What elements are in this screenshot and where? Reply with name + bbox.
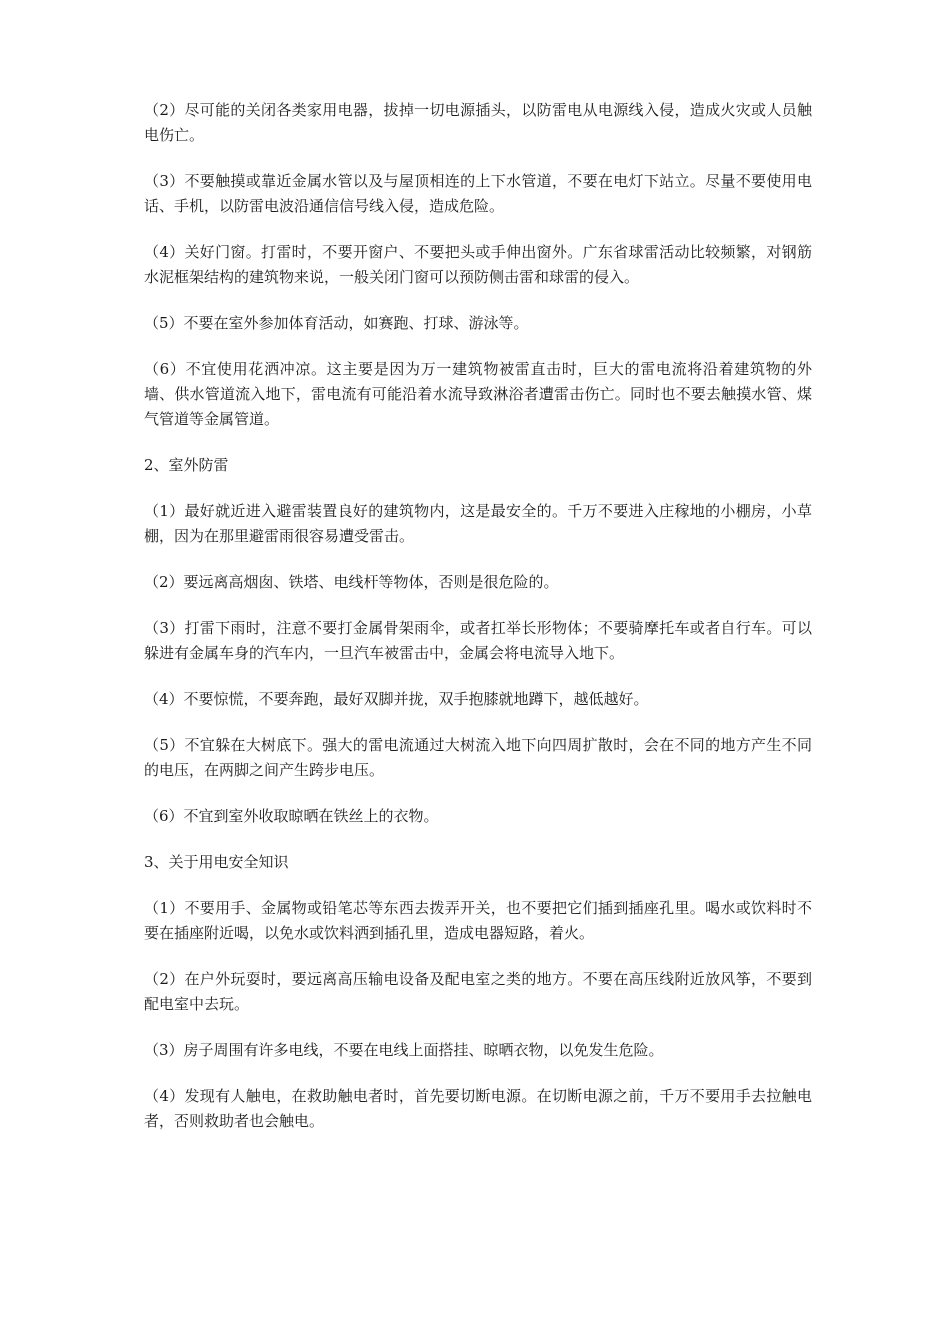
paragraph-electricity-3: （3）房子周围有许多电线，不要在电线上面搭挂、晾晒衣物，以免发生危险。: [144, 1041, 664, 1059]
paragraph-outdoor-5: （5）不宜躲在大树底下。强大的雷电流通过大树流入地下向四周扩散时，会在不同的地方产生不同的电压，在两脚之间产生跨步电压。: [144, 736, 812, 779]
paragraph-indoor-5: （5）不要在室外参加体育活动，如赛跑、打球、游泳等。: [144, 314, 529, 332]
document-body: [144, 98, 812, 1155]
paragraph-outdoor-4: （4）不要惊慌，不要奔跑，最好双脚并拢，双手抱膝就地蹲下，越低越好。: [144, 690, 649, 708]
paragraph-outdoor-6: （6）不宜到室外收取晾晒在铁丝上的衣物。: [144, 807, 439, 825]
paragraph-indoor-4: （4）关好门窗。打雷时，不要开窗户、不要把头或手伸出窗外。广东省球雷活动比较频繁，对钢筋水泥框架结构的建筑物来说，一般关闭门窗可以预防侧击雷和球雷的侵入。: [144, 243, 812, 286]
paragraph-indoor-3: （3）不要触摸或靠近金属水管以及与屋顶相连的上下水管道，不要在电灯下站立。尽量不要使用电话、手机，以防雷电波沿通信信号线入侵，造成危险。: [144, 172, 812, 215]
paragraph-outdoor-1: （1）最好就近进入避雷装置良好的建筑物内，这是最安全的。千万不要进入庄稼地的小棚房，小草棚，因为在那里避雷雨很容易遭受雷击。: [144, 502, 812, 545]
paragraph-electricity-4: （4）发现有人触电，在救助触电者时，首先要切断电源。在切断电源之前，千万不要用手去拉触电者，否则救助者也会触电。: [144, 1087, 812, 1130]
section-heading-outdoor: 2、室外防雷: [144, 456, 229, 474]
paragraph-electricity-2: （2）在户外玩耍时，要远离高压输电设备及配电室之类的地方。不要在高压线附近放风筝，不要到配电室中去玩。: [144, 970, 812, 1013]
section-heading-electricity: 3、关于用电安全知识: [144, 853, 289, 871]
paragraph-outdoor-2: （2）要远离高烟囱、铁塔、电线杆等物体，否则是很危险的。: [144, 573, 559, 591]
paragraph-indoor-6: （6）不宜使用花洒冲凉。这主要是因为万一建筑物被雷直击时，巨大的雷电流将沿着建筑物的外墙、供水管道流入地下，雷电流有可能沿着水流导致淋浴者遭雷击伤亡。同时也不要去触摸水管、煤气管道等金属管道。: [144, 360, 812, 428]
paragraph-indoor-2: （2）尽可能的关闭各类家用电器，拔掉一切电源插头，以防雷电从电源线入侵，造成火灾或人员触电伤亡。: [144, 101, 812, 144]
paragraph-electricity-1: （1）不要用手、金属物或铅笔芯等东西去拨弄开关，也不要把它们插到插座孔里。喝水或饮料时不要在插座附近喝，以免水或饮料洒到插孔里，造成电器短路，着火。: [144, 899, 812, 942]
paragraph-outdoor-3: （3）打雷下雨时，注意不要打金属骨架雨伞，或者扛举长形物体；不要骑摩托车或者自行车。可以躲进有金属车身的汽车内，一旦汽车被雷击中，金属会将电流导入地下。: [144, 619, 812, 662]
